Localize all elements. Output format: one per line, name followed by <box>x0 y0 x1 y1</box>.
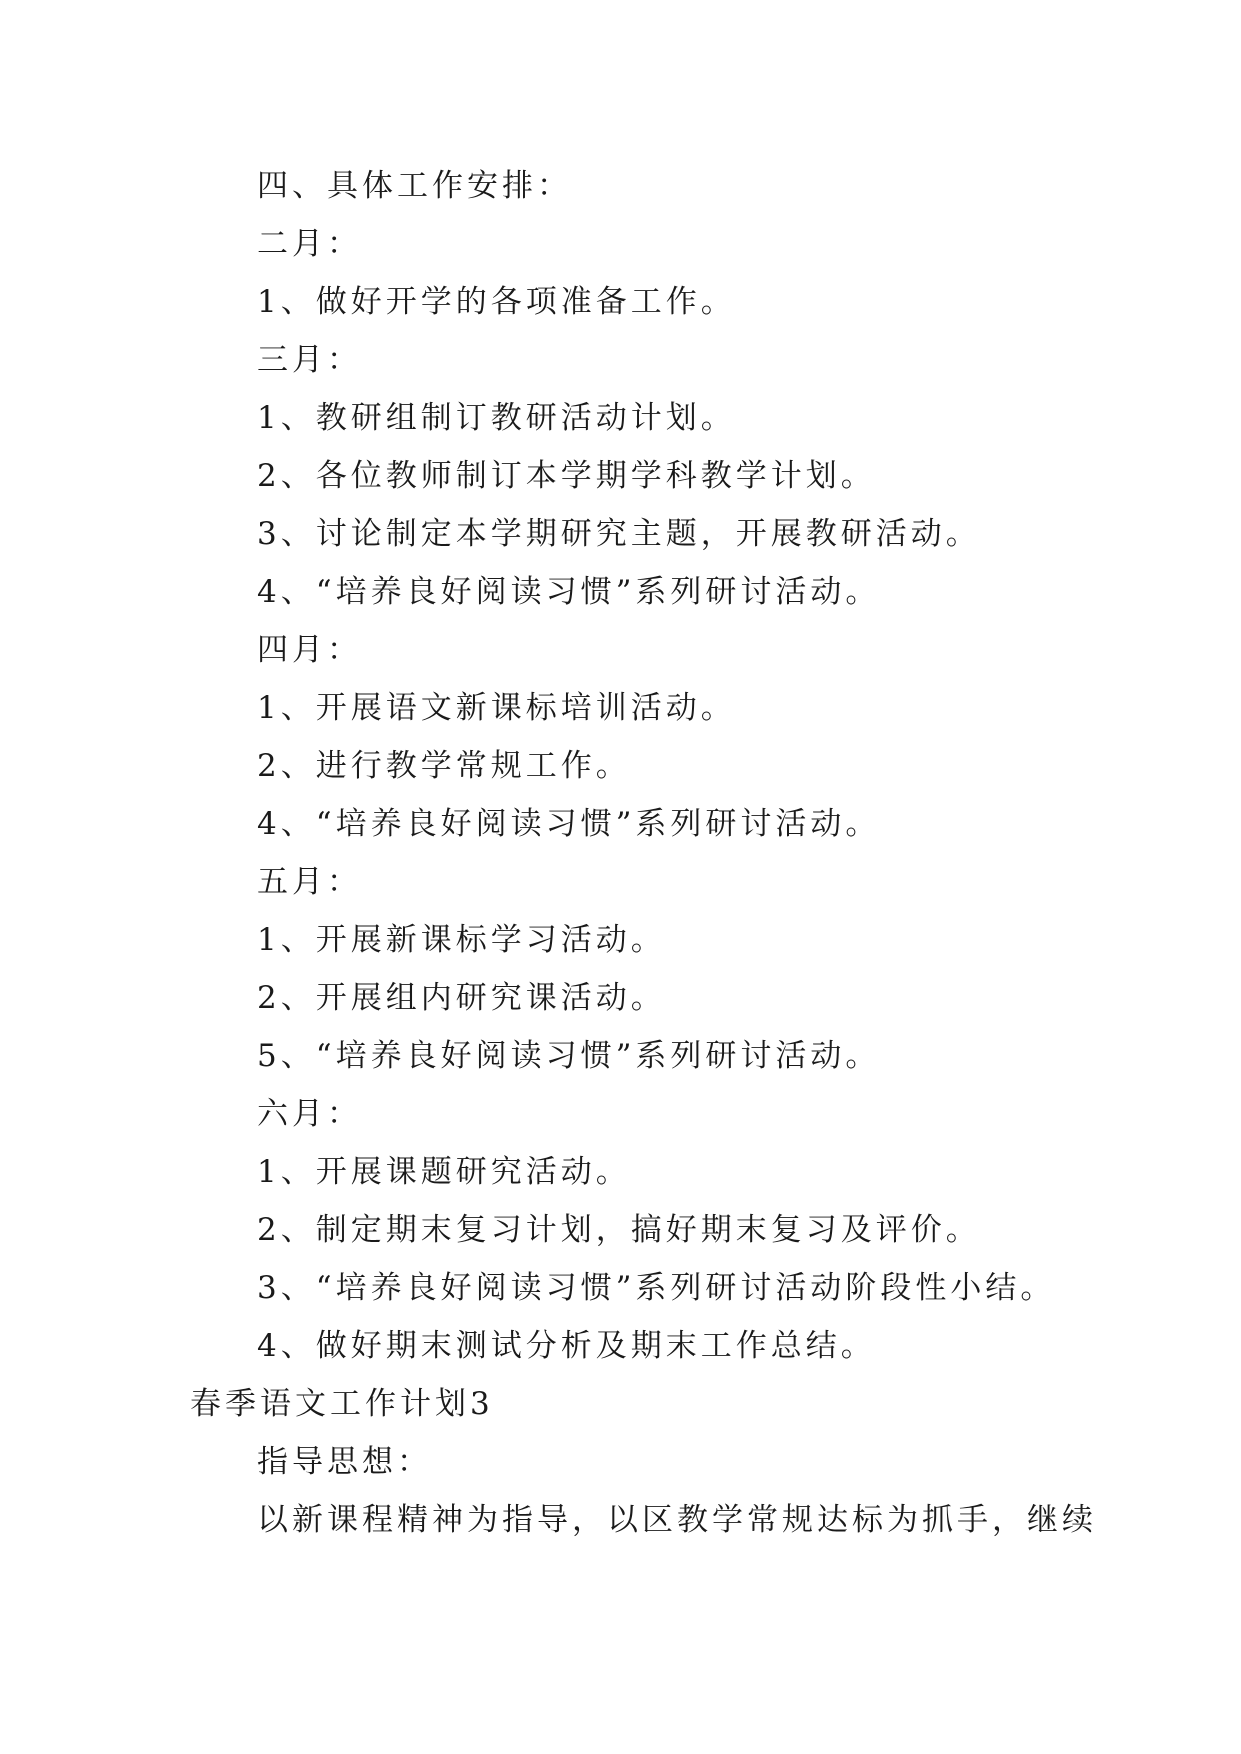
month-heading: 六月： <box>257 1096 362 1132</box>
list-item: 2、开展组内研究课活动。 <box>257 980 666 1016</box>
list-item: 1、开展语文新课标培训活动。 <box>257 690 736 726</box>
list-item: 1、做好开学的各项准备工作。 <box>257 284 736 320</box>
list-item: 2、进行教学常规工作。 <box>257 748 631 784</box>
list-item: 4、“培养良好阅读习惯”系列研讨活动。 <box>257 806 881 842</box>
list-item: 3、“培养良好阅读习惯”系列研讨活动阶段性小结。 <box>257 1270 1056 1306</box>
list-item: 2、各位教师制订本学期学科教学计划。 <box>257 458 876 494</box>
list-item: 5、“培养良好阅读习惯”系列研讨活动。 <box>257 1038 881 1074</box>
paragraph-text: 以新课程精神为指导，以区教学常规达标为抓手，继续 <box>257 1502 1097 1538</box>
section-heading: 四、具体工作安排： <box>257 168 572 204</box>
list-item: 1、教研组制订教研活动计划。 <box>257 400 736 436</box>
list-item: 2、制定期末复习计划，搞好期末复习及评价。 <box>257 1212 981 1248</box>
month-heading: 三月： <box>257 342 362 378</box>
document-title: 春季语文工作计划3 <box>190 1386 494 1422</box>
month-heading: 四月： <box>257 632 362 668</box>
list-item: 1、开展新课标学习活动。 <box>257 922 666 958</box>
month-heading: 二月： <box>257 226 362 262</box>
list-item: 4、“培养良好阅读习惯”系列研讨活动。 <box>257 574 881 610</box>
list-item: 3、讨论制定本学期研究主题，开展教研活动。 <box>257 516 981 552</box>
section-heading: 指导思想： <box>257 1444 432 1480</box>
month-heading: 五月： <box>257 864 362 900</box>
list-item: 4、做好期末测试分析及期末工作总结。 <box>257 1328 876 1364</box>
list-item: 1、开展课题研究活动。 <box>257 1154 631 1190</box>
